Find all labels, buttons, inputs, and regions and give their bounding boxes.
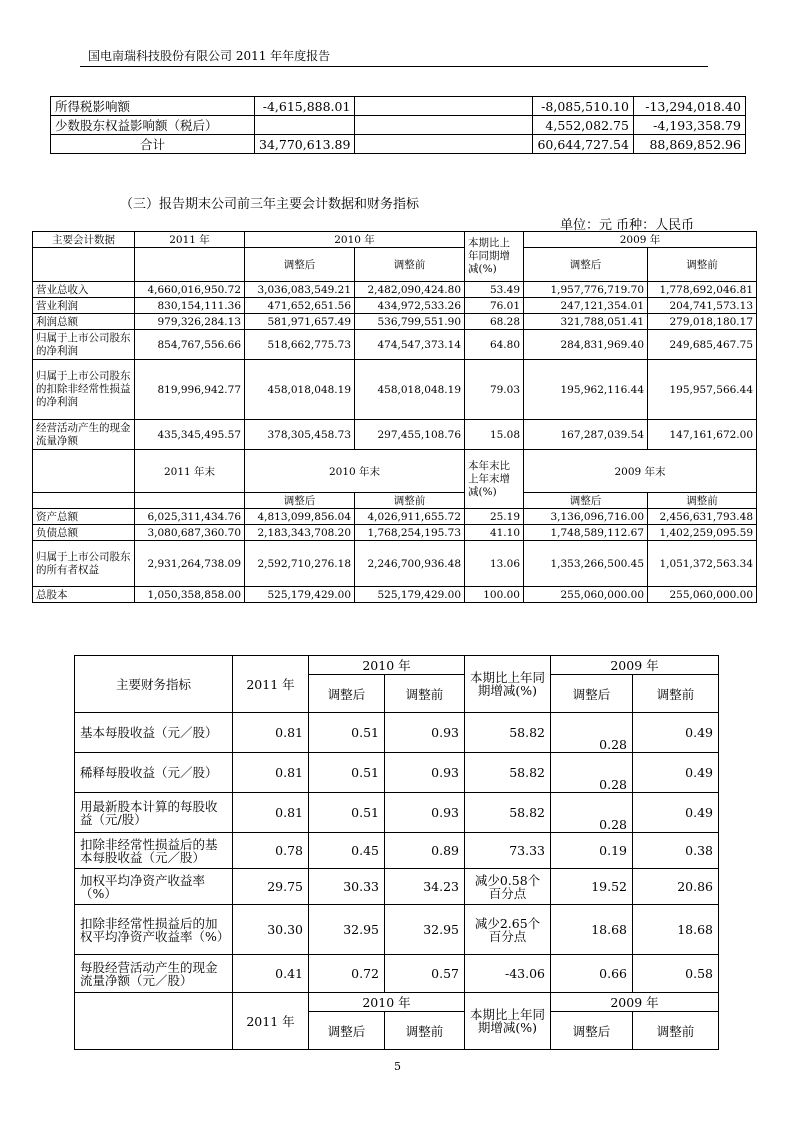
cell-change: 13.06 [465,541,524,587]
cell-2011: 0.41 [233,955,309,993]
cell-2009-after: 3,136,096,716.00 [524,509,648,525]
col-head-2011: 2011 年 [233,656,309,713]
cell-2010-before: 2,482,090,424.80 [355,282,465,298]
cell-2011: 854,767,556.66 [135,330,245,360]
row-label: 总股本 [33,587,135,603]
cell-2011 [255,116,355,135]
empty-cell [33,493,135,509]
col-head-adj-before: 调整前 [648,248,757,282]
col-head-2009-end: 2009 年末 [524,450,757,493]
cell-2009-after: 1,748,589,112.67 [524,525,648,541]
empty-cell [33,248,135,282]
table-row [51,116,746,135]
col-head-adj-after: 调整后 [524,493,648,509]
col-head-adj-after: 调整后 [551,1012,633,1050]
empty-cell [135,248,245,282]
cell-2010-after: 32.95 [309,905,385,955]
cell-2010-before: 1,768,254,195.73 [355,525,465,541]
cell-2011: 0.78 [233,833,309,869]
cell-2011: 34,770,613.89 [255,135,355,154]
col-head-2010: 2010 年 [309,993,465,1012]
row-label: 所得税影响额 [51,97,255,116]
cell-2010-after: 30.33 [309,869,385,905]
cell-2009-before: 147,161,672.00 [648,420,757,450]
cell-2010-after: 3,036,083,549.21 [245,282,355,298]
cell-2011: 819,996,942.77 [135,360,245,420]
cell-change: 76.01 [465,298,524,314]
col-head-adj-before: 调整前 [633,675,719,713]
cell-2010-before: 0.93 [385,713,465,753]
cell-2009-before: 249,685,467.75 [648,330,757,360]
col-head-2011: 2011 年 [233,993,309,1050]
cell-2009-before: 2,456,631,793.48 [648,509,757,525]
cell-2010: -8,085,510.10 [533,97,633,116]
col-head-2009: 2009 年 [551,993,719,1012]
row-label: 归属于上市公司股东的净利润 [33,330,135,360]
cell-2010-before: 536,799,551.90 [355,314,465,330]
row-label: 扣除非经常性损益后的基本每股收益（元／股） [75,833,233,869]
cell-2009-after: 321,788,051.41 [524,314,648,330]
row-label: 加权平均净资产收益率（%） [75,869,233,905]
row-label: 少数股东权益影响额（税后） [51,116,255,135]
cell-2010-after: 2,592,710,276.18 [245,541,355,587]
cell-2009-after: 255,060,000.00 [524,587,648,603]
cell-2009-before: 18.68 [633,905,719,955]
col-head-adj-after: 调整后 [309,1012,385,1050]
col-head-adj-before: 调整前 [648,493,757,509]
financial-indicators-table [74,655,719,1050]
cell-2010: 60,644,727.54 [533,135,633,154]
cell-2010-before: 0.57 [385,955,465,993]
table-row [75,955,719,993]
cell-2011: 435,345,495.57 [135,420,245,450]
cell-2010-before: 525,179,429.00 [355,587,465,603]
row-label: 经营活动产生的现金流量净额 [33,420,135,450]
cell-2009-before: 279,018,180.17 [648,314,757,330]
col-head-adj-before: 调整前 [633,1012,719,1050]
table-row [33,509,757,525]
cell-2011: 0.81 [233,753,309,793]
col-head-item: 主要财务指标 [75,656,233,713]
col-head-adj-after: 调整后 [245,493,355,509]
row-label: 基本每股收益（元／股） [75,713,233,753]
cell-mid [355,97,533,116]
cell-2010-after: 518,662,775.73 [245,330,355,360]
cell-2009-after: 0.28 [551,753,633,793]
col-head-2009: 2009 年 [551,656,719,675]
cell-2010-after: 0.72 [309,955,385,993]
page-number: 5 [394,1060,401,1073]
col-head-item: 主要会计数据 [33,232,135,248]
table-row [75,753,719,793]
cell-change: 减少2.65个百分点 [465,905,551,955]
cell-2010-after: 458,018,048.19 [245,360,355,420]
table-row [33,541,757,587]
cell-change: -43.06 [465,955,551,993]
table-row [33,587,757,603]
cell-2010-after: 581,971,657.49 [245,314,355,330]
non-recurring-items-table [50,96,746,154]
table-row [33,420,757,450]
cell-2009-after: 167,287,039.54 [524,420,648,450]
col-head-2011-end: 2011 年末 [135,450,245,493]
table-header-row [33,248,757,282]
cell-2010-before: 458,018,048.19 [355,360,465,420]
cell-2010-after: 378,305,458.73 [245,420,355,450]
col-head-adj-after: 调整后 [245,248,355,282]
cell-2011: 6,025,311,434.76 [135,509,245,525]
cell-change: 53.49 [465,282,524,298]
cell-change: 73.33 [465,833,551,869]
cell-2009: -4,193,358.79 [633,116,745,135]
table-row [51,97,746,116]
cell-2011: 30.30 [233,905,309,955]
table-header-row [75,656,719,675]
table-row [75,793,719,833]
cell-2009-before: 1,778,692,046.81 [648,282,757,298]
col-head-2011: 2011 年 [135,232,245,248]
cell-2009-after: 195,962,116.44 [524,360,648,420]
cell-2009-after: 1,353,266,500.45 [524,541,648,587]
cell-2010-before: 34.23 [385,869,465,905]
table-row [75,869,719,905]
cell-2009-after: 0.28 [551,793,633,833]
row-label: 资产总额 [33,509,135,525]
col-head-2009: 2009 年 [524,232,757,248]
cell-change: 58.82 [465,713,551,753]
cell-2009-after: 0.28 [551,713,633,753]
col-head-change: 本期比上年同期增减(%) [465,232,524,282]
col-head-change: 本期比上年同期增减(%) [465,993,551,1050]
col-head-2010-end: 2010 年末 [245,450,465,493]
cell-2009: 88,869,852.96 [633,135,745,154]
cell-2009-after: 247,121,354.01 [524,298,648,314]
cell-2011: 2,931,264,738.09 [135,541,245,587]
cell-2010-before: 2,246,700,936.48 [355,541,465,587]
cell-2009-before: 0.38 [633,833,719,869]
cell-2011: 3,080,687,360.70 [135,525,245,541]
table-header-row [33,493,757,509]
empty-cell [135,493,245,509]
cell-2011: 0.81 [233,713,309,753]
cell-2009-before: 255,060,000.00 [648,587,757,603]
page-header: 国电南瑞科技股份有限公司 2011 年年度报告 [88,49,331,63]
row-label: 利润总额 [33,314,135,330]
col-head-2010: 2010 年 [245,232,465,248]
col-head-adj-before: 调整前 [385,675,465,713]
cell-2009-after: 1,957,776,719.70 [524,282,648,298]
cell-2010-before: 474,547,373.14 [355,330,465,360]
unit-label: 单位：元 币种：人民币 [560,218,695,233]
cell-2010-after: 2,183,343,708.20 [245,525,355,541]
cell-2009-after: 284,831,969.40 [524,330,648,360]
row-label: 合计 [51,135,255,154]
header-divider [80,66,708,67]
empty-cell [75,993,233,1050]
table-row [75,713,719,753]
table-row [33,360,757,420]
cell-change: 79.03 [465,360,524,420]
table-row [51,135,746,154]
cell-2010-after: 0.51 [309,793,385,833]
col-head-adj-after: 调整后 [309,675,385,713]
cell-2010-after: 4,813,099,856.04 [245,509,355,525]
table-row [33,314,757,330]
cell-change: 41.10 [465,525,524,541]
cell-mid [355,116,533,135]
row-label: 用最新股本计算的每股收益（元/股） [75,793,233,833]
table-row [33,525,757,541]
cell-2009-before: 0.49 [633,753,719,793]
cell-2010-before: 0.93 [385,753,465,793]
cell-mid [355,135,533,154]
row-label: 归属于上市公司股东的扣除非经常性损益的净利润 [33,360,135,420]
cell-2009-before: 20.86 [633,869,719,905]
cell-2011: 0.81 [233,793,309,833]
col-head-adj-after: 调整后 [524,248,648,282]
row-label: 归属于上市公司股东的所有者权益 [33,541,135,587]
section-title: （三）报告期末公司前三年主要会计数据和财务指标 [120,197,420,212]
cell-2009-before: 0.49 [633,793,719,833]
cell-2009-before: 1,402,259,095.59 [648,525,757,541]
row-label: 稀释每股收益（元／股） [75,753,233,793]
cell-2010-before: 0.93 [385,793,465,833]
row-label: 负债总额 [33,525,135,541]
cell-2010-before: 32.95 [385,905,465,955]
cell-2010-after: 471,652,651.56 [245,298,355,314]
col-head-2010: 2010 年 [309,656,465,675]
cell-2009-before: 195,957,566.44 [648,360,757,420]
table-header-row [75,993,719,1012]
accounting-data-table [32,231,757,603]
col-head-adj-before: 调整前 [355,493,465,509]
cell-2011: 1,050,358,858.00 [135,587,245,603]
table-row [75,833,719,869]
cell-change: 25.19 [465,509,524,525]
col-head-adj-before: 调整前 [355,248,465,282]
cell-2009-before: 0.49 [633,713,719,753]
cell-change: 减少0.58个百分点 [465,869,551,905]
table-row [33,282,757,298]
col-head-adj-before: 调整前 [385,1012,465,1050]
cell-2009-after: 19.52 [551,869,633,905]
cell-2009-after: 18.68 [551,905,633,955]
table-row [75,905,719,955]
cell-2009: -13,294,018.40 [633,97,745,116]
cell-2010-before: 0.89 [385,833,465,869]
cell-2010-after: 525,179,429.00 [245,587,355,603]
cell-2010: 4,552,082.75 [533,116,633,135]
cell-2010-after: 0.45 [309,833,385,869]
cell-2011: 4,660,016,950.72 [135,282,245,298]
col-head-change-end: 本年末比上年末增减(%) [465,450,524,509]
table-row [33,330,757,360]
cell-2009-before: 204,741,573.13 [648,298,757,314]
cell-2011: 29.75 [233,869,309,905]
row-label: 营业总收入 [33,282,135,298]
table-header-row [33,232,757,248]
cell-2010-after: 0.51 [309,753,385,793]
cell-2011: 979,326,284.13 [135,314,245,330]
cell-change: 58.82 [465,753,551,793]
cell-change: 68.28 [465,314,524,330]
col-head-adj-after: 调整后 [551,675,633,713]
table-header-row [33,450,757,493]
cell-2009-after: 0.19 [551,833,633,869]
cell-2009-before: 0.58 [633,955,719,993]
cell-2009-after: 0.66 [551,955,633,993]
cell-change: 64.80 [465,330,524,360]
cell-2010-before: 4,026,911,655.72 [355,509,465,525]
cell-2009-before: 1,051,372,563.34 [648,541,757,587]
row-label: 营业利润 [33,298,135,314]
cell-change: 58.82 [465,793,551,833]
cell-2011: -4,615,888.01 [255,97,355,116]
col-head-change: 本期比上年同期增减(%) [465,656,551,713]
cell-2010-after: 0.51 [309,713,385,753]
cell-2010-before: 434,972,533.26 [355,298,465,314]
row-label: 扣除非经常性损益后的加权平均净资产收益率（%） [75,905,233,955]
empty-cell [33,450,135,493]
cell-change: 100.00 [465,587,524,603]
cell-change: 15.08 [465,420,524,450]
row-label: 每股经营活动产生的现金流量净额（元／股） [75,955,233,993]
cell-2011: 830,154,111.36 [135,298,245,314]
cell-2010-before: 297,455,108.76 [355,420,465,450]
table-row [33,298,757,314]
